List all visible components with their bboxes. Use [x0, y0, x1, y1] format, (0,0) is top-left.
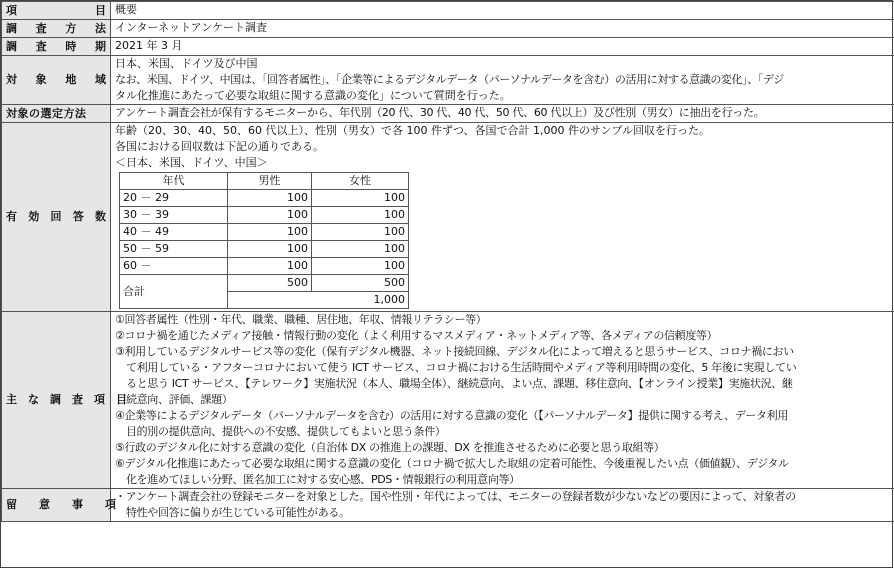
- region-line: 日本、米国、ドイツ及び中国: [115, 57, 258, 70]
- female-cell: 100: [312, 190, 409, 207]
- item-line: ④企業等によるデジタルデータ（パーソナルデータを含む）の活用に対する意識の変化（【パーソナルデータ】提供に関する考え、データ利用: [115, 409, 788, 422]
- age-cell: 60 －: [120, 258, 228, 275]
- total-label: 合計: [120, 275, 228, 309]
- male-cell: 100: [228, 207, 312, 224]
- total-male-cell: 500: [228, 275, 312, 292]
- survey-overview-table: [1, 1, 894, 522]
- region-row: [2, 56, 894, 105]
- period-row: [2, 38, 894, 56]
- note-line: ・アンケート調査会社の登録モニターを対象とした。国や性別・年代によっては、モニターの登録者数が少ないなどの要因によって、対象者の: [115, 490, 796, 503]
- responses-line: ＜日本、米国、ドイツ、中国＞: [115, 156, 268, 169]
- responses-line: 年齢（20、30、40、50、60 代以上）、性別（男女）で各 100 件ずつ、各国で合計 1,000 件のサンプル回収を行った。: [115, 124, 711, 137]
- items-value: [111, 312, 894, 489]
- item-line: ①回答者属性（性別・年代、職業、職種、居住地、年収、情報リテラシー等）: [115, 313, 487, 326]
- item-line: 化を進めてほしい分野、匿名加工に対する安心感、PDS・情報銀行の利用意向等）: [126, 473, 520, 486]
- female-cell: 100: [312, 258, 409, 275]
- male-cell: 100: [228, 241, 312, 258]
- items-row: [2, 312, 894, 489]
- female-cell: 100: [312, 224, 409, 241]
- table-row: [120, 207, 409, 224]
- items-key: 主 な 調 査 項 目: [2, 312, 111, 489]
- item-line: ⑤行政のデジタル化に対する意識の変化（自治体 DX の推進上の課題、DX を推進させるために必要と思う取組等）: [115, 441, 665, 454]
- item-line: 続意向、評価、課題）: [126, 393, 233, 406]
- responses-key: 有 効 回 答 数: [2, 123, 111, 312]
- table-row: [120, 258, 409, 275]
- method-value: インターネットアンケート調査: [111, 20, 894, 38]
- region-line: タル化推進にあたって必要な取組に関する意識の変化」について質問を行った。: [115, 89, 511, 102]
- table-header-row: [120, 173, 409, 190]
- age-cell: 30 － 39: [120, 207, 228, 224]
- age-cell: 50 － 59: [120, 241, 228, 258]
- column-header-female: 女性: [312, 173, 409, 190]
- period-value: 2021 年 3 月: [111, 38, 894, 56]
- item-line: 目的別の提供意向、提供への不安感、提供してもよいと思う条件）: [126, 425, 446, 438]
- total-row: [120, 275, 409, 292]
- table-row: [120, 241, 409, 258]
- method-row: [2, 20, 894, 38]
- table-row: [120, 224, 409, 241]
- item-line: ると思う ICT サービス、【テレワーク】実施状況（本人、職場全体）、継続意向、よい点、課題、移住意向、【オンライン授業】実施状況、継: [126, 377, 793, 390]
- female-cell: 100: [312, 241, 409, 258]
- responses-value: [111, 123, 894, 312]
- item-line: ⑥デジタル化推進にあたって必要な取組に関する意識の変化（コロナ禍で拡大した取組の定着可能性、今後重視したい点（価値観）、デジタル: [115, 457, 789, 470]
- grand-total-cell: 1,000: [228, 292, 409, 309]
- item-line: ③利用しているデジタルサービス等の変化（保有デジタル機器、ネット接続回線、デジタル化によって増えると思うサービス、コロナ禍におい: [115, 345, 794, 358]
- response-count-table: [119, 172, 409, 309]
- responses-line: 各国における回収数は下記の通りである。: [115, 140, 324, 153]
- male-cell: 100: [228, 258, 312, 275]
- notes-value: [111, 489, 894, 522]
- header-value: 概要: [111, 2, 894, 20]
- region-key: 対 象 地 域: [2, 56, 111, 105]
- period-key: 調 査 時 期: [2, 38, 111, 56]
- notes-row: [2, 489, 894, 522]
- notes-key: 留 意 事 項: [2, 489, 111, 522]
- age-cell: 20 － 29: [120, 190, 228, 207]
- region-value: [111, 56, 894, 105]
- selection-key: 対象の選定方法: [2, 105, 111, 123]
- total-female-cell: 500: [312, 275, 409, 292]
- male-cell: 100: [228, 224, 312, 241]
- column-header-male: 男性: [228, 173, 312, 190]
- female-cell: 100: [312, 207, 409, 224]
- method-key: 調 査 方 法: [2, 20, 111, 38]
- header-key: 項 目: [2, 2, 111, 20]
- selection-row: [2, 105, 894, 123]
- item-line: て利用している・アフターコロナにおいて使う ICT サービス、コロナ禍における生活時間やメディア等利用時間の変化、5 年後に実現してい: [126, 361, 797, 374]
- age-cell: 40 － 49: [120, 224, 228, 241]
- note-line: 特性や回答に偏りが生じている可能性がある。: [126, 506, 350, 519]
- responses-row: [2, 123, 894, 312]
- region-line: なお、米国、ドイツ、中国は、「回答者属性」、「企業等によるデジタルデータ（パーソナルデータを含む）の活用に対する意識の変化」、「デジ: [115, 73, 784, 86]
- item-line: ②コロナ禍を通じたメディア接触・情報行動の変化（よく利用するマスメディア・ネットメディア等、各メディアの信頼度等）: [115, 329, 718, 342]
- selection-value: アンケート調査会社が保有するモニターから、年代別（20 代、30 代、40 代、50 代、60 代以上）及び性別（男女）に抽出を行った。: [111, 105, 894, 123]
- header-row: [2, 2, 894, 20]
- column-header-age: 年代: [120, 173, 228, 190]
- table-row: [120, 190, 409, 207]
- male-cell: 100: [228, 190, 312, 207]
